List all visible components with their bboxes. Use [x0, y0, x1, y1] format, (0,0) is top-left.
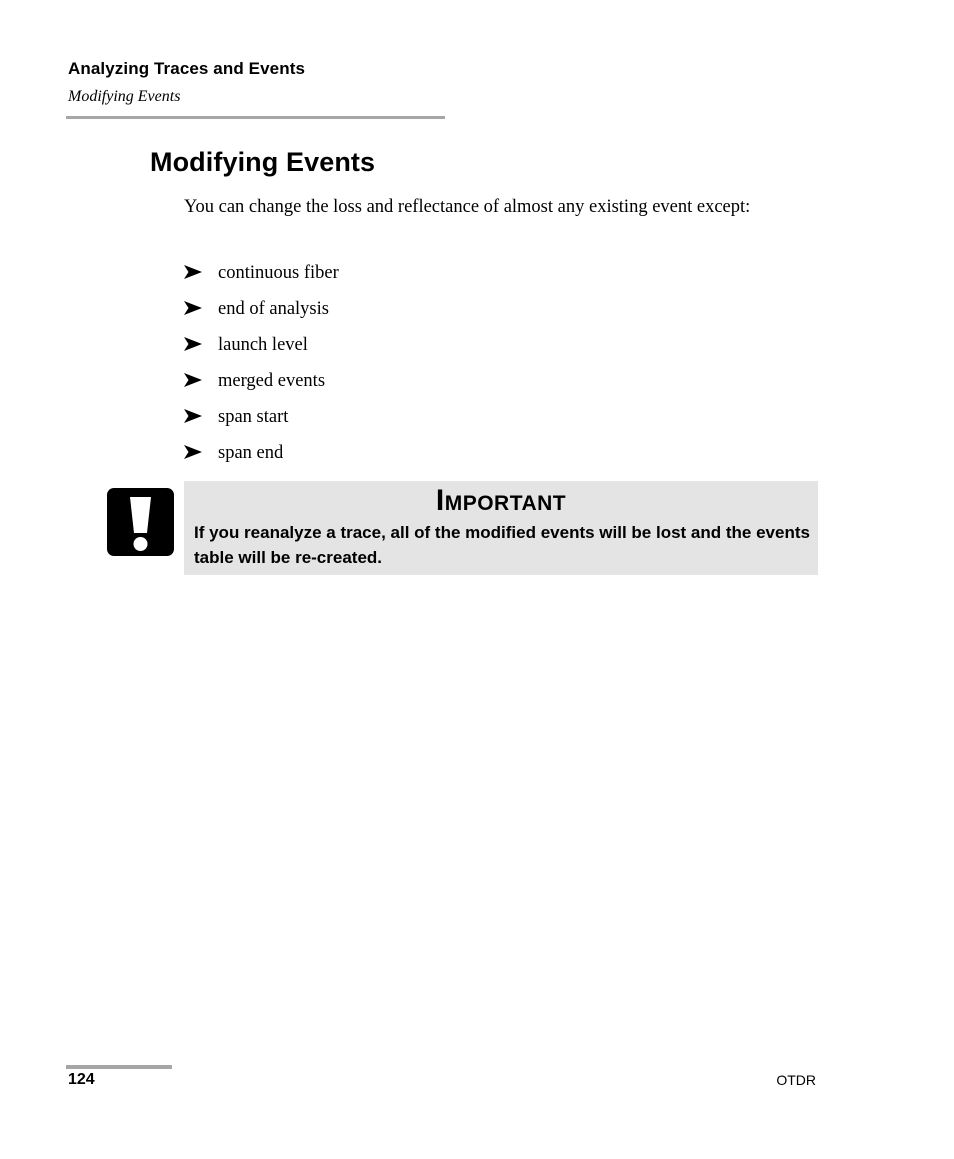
section-subtitle: Modifying Events	[68, 88, 181, 105]
important-text: If you reanalyze a trace, all of the modified events will be lost and the events table will be re-created.	[194, 523, 810, 567]
arrowhead-bullet-icon	[184, 337, 218, 357]
page-number: 124	[68, 1071, 95, 1088]
important-title: Important	[435, 484, 567, 517]
list-item-label: continuous fiber	[218, 262, 339, 283]
arrowhead-bullet-icon	[184, 265, 218, 285]
list-item	[184, 291, 339, 327]
list-item	[184, 255, 339, 291]
list-item	[184, 435, 339, 471]
chapter-title: Analyzing Traces and Events	[68, 59, 306, 78]
list-item	[184, 327, 339, 363]
arrowhead-bullet-icon	[184, 373, 218, 393]
running-head	[68, 58, 305, 107]
list-item-label: end of analysis	[218, 298, 329, 319]
list-item-label: span start	[218, 406, 289, 427]
arrowhead-bullet-icon	[184, 445, 218, 465]
footer-rule	[66, 1065, 172, 1069]
exclamation-icon	[107, 488, 174, 556]
list-item-label: merged events	[218, 370, 326, 391]
intro-paragraph: You can change the loss and reflectance of almost any existing event except:	[184, 197, 751, 217]
header-rule	[66, 116, 445, 119]
list-item-label: span end	[218, 442, 284, 463]
product-name: OTDR	[776, 1072, 816, 1088]
list-item	[184, 363, 339, 399]
page-title: Modifying Events	[150, 147, 376, 177]
arrowhead-bullet-icon	[184, 409, 218, 429]
important-notice	[184, 481, 818, 575]
arrowhead-bullet-icon	[184, 301, 218, 321]
list-item	[184, 399, 339, 435]
list-item-label: launch level	[218, 334, 308, 355]
exception-list	[184, 255, 339, 471]
